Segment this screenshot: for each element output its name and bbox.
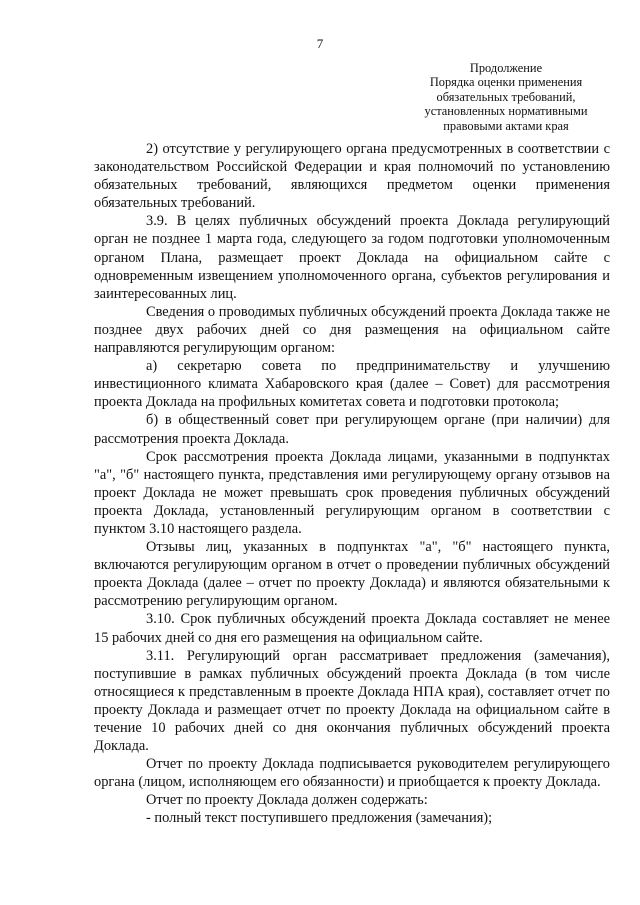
paragraph-list-item: - полный текст поступившего предложения (замечания); — [146, 810, 493, 827]
paragraph-3-10: 3.10. Срок публичных обсуждений проекта Доклада составляет не менее 15 рабочих дней со дня его размещения на официальном сайте. — [94, 611, 610, 646]
paragraph-3-9: 3.9. В целях публичных обсуждений проекта Доклада регулирующий орган не позднее 1 марта года, следующего за годом подготовки уполномоченным органом Плана, размещает проект Доклада на официальном сайте с одновременным извещением уполномоченного органа, субъектов регулирования и заинтересованных лиц. — [94, 213, 610, 302]
paragraph-review-period: Срок рассмотрения проекта Доклада лицами, указанными в подпунктах "а", "б" настоящего пункта, представления ими регулирующему органу отзывов на проект Доклада не может превышать срок проведения публичных обсуждений проекта Доклада, установленный регулирующим органом в соответствии с пунктом 3.10 настоящего раздела. — [94, 448, 610, 537]
paragraph-reviews: Отзывы лиц, указанных в подпунктах "а", "б" настоящего пункта, включаются регулирующим органом в отчет о проведении публичных обсуждений проекта Доклада (далее – отчет по проекту Доклада) и являются обязательными к рассмотрению регулирующим органом. — [94, 539, 610, 610]
header-note-line: установленных нормативными — [424, 104, 588, 119]
page-number: 7 — [316, 36, 324, 51]
paragraph-subitem-a: а) секретарю совета по предпринимательству и улучшению инвестиционного климата Хабаровского края (далее – Совет) для рассмотрения проекта Доклада на профильных комитетах совета и подготовки протокола; — [94, 358, 610, 411]
paragraph-subitem-b: б) в общественный совет при регулирующем органе (при наличии) для рассмотрения проекта Доклада. — [94, 412, 610, 447]
header-note-line: Продолжение — [469, 61, 543, 75]
paragraph-notification: Сведения о проводимых публичных обсуждений проекта Доклада также не позднее двух рабочих дней со дня размещения на официальном сайте направляются регулирующим органом: — [94, 303, 610, 357]
paragraph-report-contents: Отчет по проекту Доклада должен содержать: — [146, 792, 428, 809]
header-note — [400, 61, 612, 133]
header-note-line: правовыми актами края — [443, 118, 569, 133]
header-note-line: Порядка оценки применения — [429, 75, 583, 90]
header-note-line: обязательных требований, — [436, 89, 576, 104]
paragraph-item-2: 2) отсутствие у регулирующего органа предусмотренных в соответствии с законодательством Российской Федерации и края полномочий по установлению обязательных требований, являющихся предметом оценки применения обязательных требований. — [94, 141, 610, 212]
document-body — [94, 140, 610, 828]
paragraph-report-signing: Отчет по проекту Доклада подписывается руководителем регулирующего органа (лицом, исполняющем его обязанности) и приобщается к проекту Доклада. — [94, 756, 610, 791]
paragraph-3-11: 3.11. Регулирующий орган рассматривает предложения (замечания), поступившие в рамках публичных обсуждений проекта Доклада (в том числе относящиеся к представленным в проекте Доклада НПА края), составляет отчет по проекту Доклада и размещает отчет по проекту Доклада на официальном сайте в течение 10 рабочих дней со дня окончания публичных обсуждений проекта Доклада. — [94, 647, 610, 755]
